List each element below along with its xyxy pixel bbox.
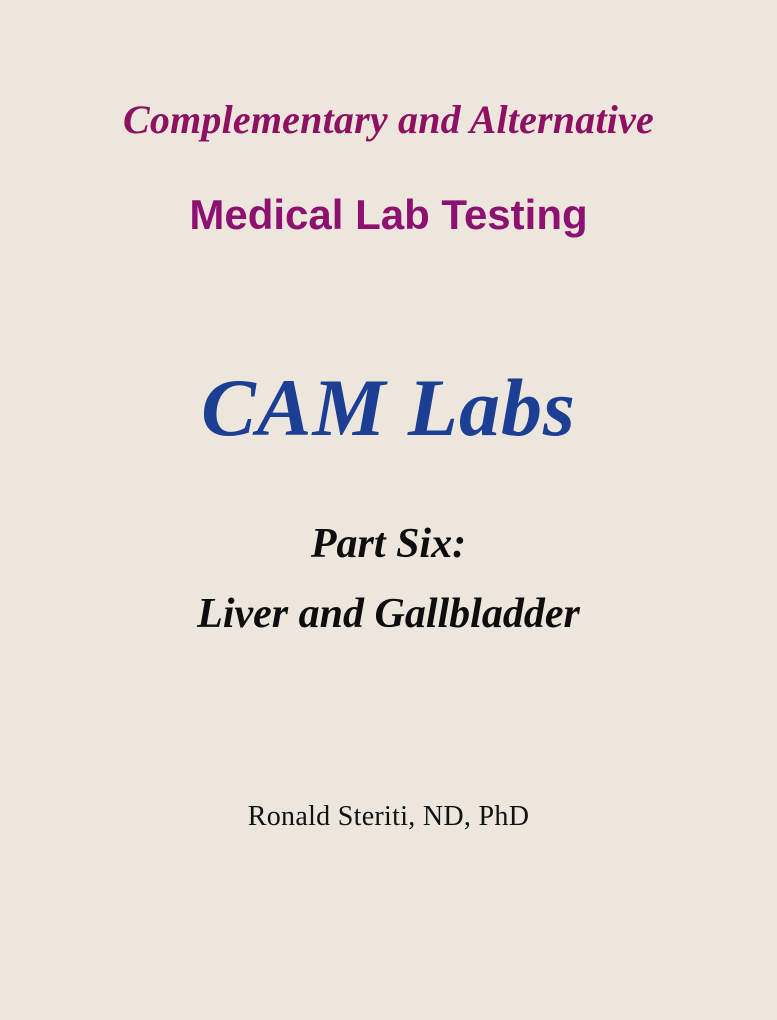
author-name: Ronald Steriti, ND, PhD [247,801,530,832]
part-label: Part Six: [310,521,467,567]
series-title-line-1: Complementary and Alternative [123,97,654,142]
part-subject: Liver and Gallbladder [197,591,580,637]
book-main-title: CAM Labs [201,362,576,453]
series-title-line-2: Medical Lab Testing [189,191,588,238]
